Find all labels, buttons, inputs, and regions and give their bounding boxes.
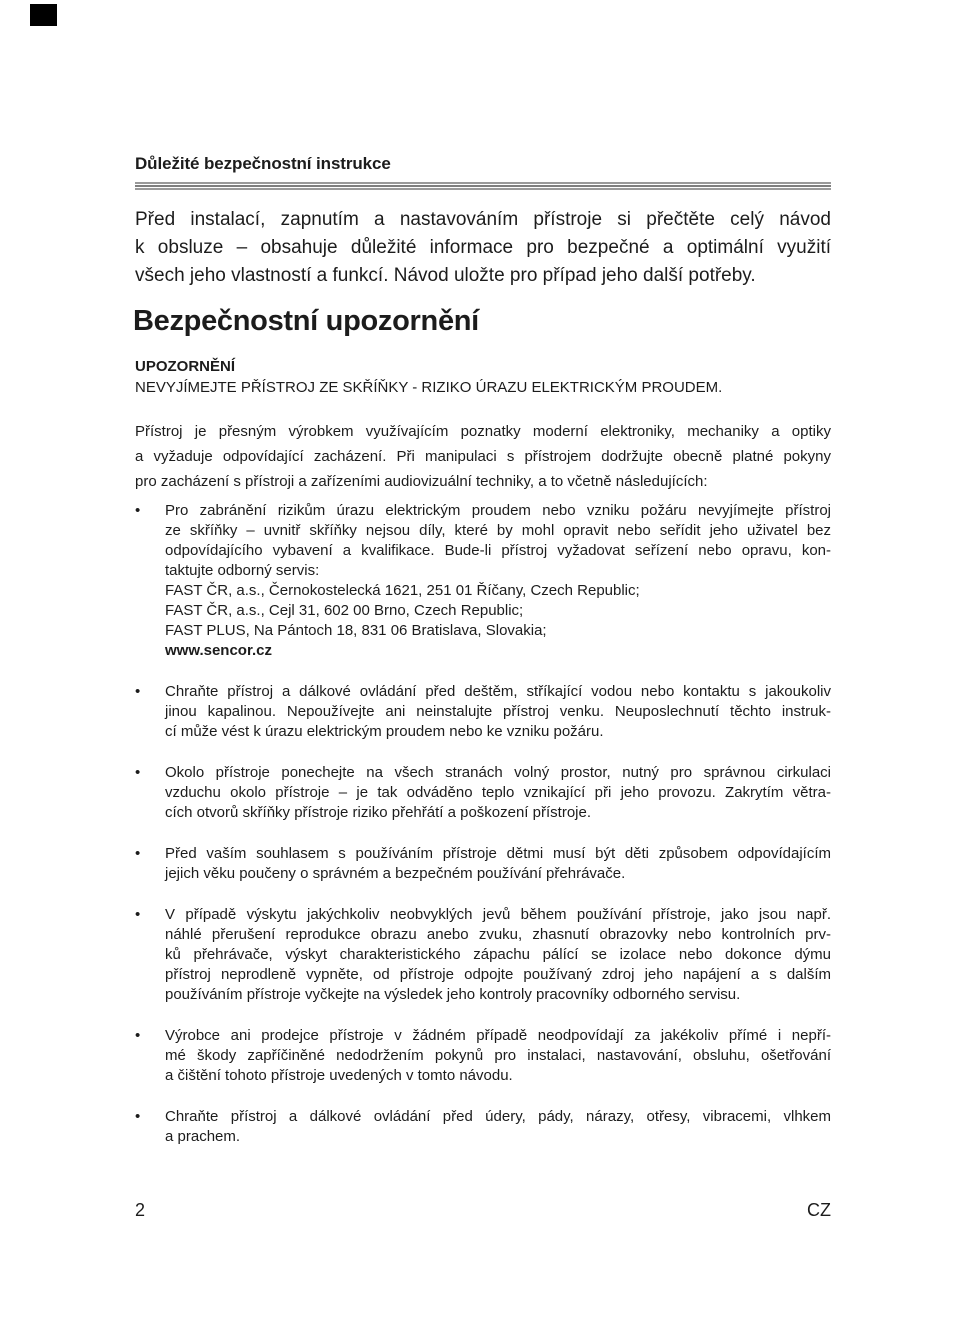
text-line: cích otvorů skříňky přístroje riziko přehřátí a poškození přístroje. — [165, 804, 591, 821]
text-line: Chraňte přístroj a dálkové ovládání před údery, pády, nárazy, otřesy, vibracemi, vlhkem — [165, 1108, 831, 1125]
section-title: Bezpečnostní upozornění — [133, 305, 479, 337]
bullet-marker: • — [135, 845, 141, 862]
text-line: taktujte odborný servis: — [165, 562, 320, 579]
text-line: Přístroj je přesným výrobkem využívajícím poznatky moderní elektroniky, mechaniky a optiky — [135, 423, 831, 440]
warning-text: NEVYJÍMEJTE PŘÍSTROJ ZE SKŘÍŇKY - RIZIKO ÚRAZU ELEKTRICKÝM PROUDEM. — [135, 379, 723, 396]
bullet-marker: • — [135, 906, 141, 923]
text-line: cí může vést k úrazu elektrickým proudem nebo ke vzniku požáru. — [165, 723, 604, 740]
text-line: Chraňte přístroj a dálkové ovládání před deštěm, stříkající vodou nebo kontaktu s jakoukoliv — [165, 683, 831, 700]
text-line: k obsluze – obsahuje důležité informace pro bezpečné a optimální využití — [135, 237, 831, 258]
service-address-list — [165, 581, 831, 641]
text-line: FAST ČR, a.s., Cejl 31, 602 00 Brno, Czech Republic; — [165, 602, 524, 619]
safety-bullet-list — [135, 501, 831, 1168]
bullet-text — [165, 763, 831, 823]
bullet-item — [135, 501, 831, 661]
text-line: Pro zabránění rizikům úrazu elektrickým proudem nebo vzniku požáru nevyjímejte přístroj — [165, 502, 831, 519]
text-line: a čištění tohoto přístroje uvedených v tomto návodu. — [165, 1067, 513, 1084]
text-line: V případě výskytu jakýchkoliv neobvyklých jevů během používání přístroje, jako jsou např. — [165, 906, 831, 923]
bullet-text — [165, 1026, 831, 1086]
handling-paragraph — [135, 419, 831, 494]
text-line: FAST PLUS, Na Pántoch 18, 831 06 Bratislava, Slovakia; — [165, 622, 547, 639]
text-line: pro zacházení s přístroji a zařízeními audiovizuální techniky, a to včetně následujících: — [135, 473, 708, 490]
text-line: odpovídajícího vybavení a kvalifikace. Bude-li přístroj vyžadovat seřízení nebo opravu, kon- — [165, 542, 831, 559]
text-line: Před vaším souhlasem s používáním přístroje dětmi musí být děti způsobem odpovídajícím — [165, 845, 831, 862]
bullet-text — [165, 1107, 831, 1147]
bullet-body — [165, 501, 831, 661]
bullet-item — [135, 1026, 831, 1086]
print-corner-mark — [30, 4, 57, 26]
bullet-item — [135, 1107, 831, 1147]
text-line: mé škody zapříčiněné nedodržením pokynů pro instalaci, nastavování, obsluhu, ošetřování — [165, 1047, 831, 1064]
bullet-marker: • — [135, 1027, 141, 1044]
warning-heading: UPOZORNĚNÍ — [135, 358, 236, 375]
page-number: 2 — [135, 1200, 146, 1220]
bullet-text — [165, 844, 831, 884]
text-line: Okolo přístroje ponechejte na všech stranách volný prostor, nutný pro správnou cirkulaci — [165, 764, 831, 781]
text-line: přístroj neprodleně vypněte, od přístroje odpojte používaný zdroj jeho napájení a s dalším — [165, 966, 831, 983]
website-url: www.sencor.cz — [165, 642, 272, 659]
bullet-text — [165, 501, 831, 581]
bullet-marker: • — [135, 683, 141, 700]
text-line: a prachem. — [165, 1128, 241, 1145]
text-line: Výrobce ani prodejce přístroje v žádném případě neodpovídají za jakékoliv přímé i nepří- — [165, 1027, 831, 1044]
bullet-item — [135, 844, 831, 884]
bullet-body — [165, 682, 831, 742]
bullet-body — [165, 763, 831, 823]
bullet-marker: • — [135, 1108, 141, 1125]
text-line: ků přehrávače, výskyt charakteristického zápachu pálící se izolace nebo dokonce dýmu — [165, 946, 831, 963]
bullet-body — [165, 1107, 831, 1147]
bullet-item — [135, 763, 831, 823]
bullet-body — [165, 905, 831, 1005]
bullet-body — [165, 1026, 831, 1086]
text-line: náhlé přerušení reprodukce obrazu anebo zvuku, zhasnutí obrazovky nebo kontrolních prv- — [165, 926, 831, 943]
bullet-text — [165, 905, 831, 1005]
text-line: všech jeho vlastností a funkcí. Návod uložte pro případ jeho další potřeby. — [135, 265, 756, 286]
bullet-body — [165, 844, 831, 884]
text-line: FAST ČR, a.s., Černokostelecká 1621, 251 01 Říčany, Czech Republic; — [165, 582, 640, 599]
intro-paragraph — [135, 206, 831, 290]
text-line: a vyžaduje odpovídající zacházení. Při manipulaci s přístrojem dodržujte obecně platné pokyny — [135, 448, 831, 465]
text-line: ze skříňky – uvnitř skříňky nejsou díly, které by mohl opravit nebo seřídit jeho uživatel bez — [165, 522, 831, 539]
text-line: vzduchu okolo přístroje – je tak odváděno teplo vznikající při jeho provozu. Zakrytím větra- — [165, 784, 831, 801]
page-header-title: Důležité bezpečnostní instrukce — [135, 154, 391, 173]
text-line: Před instalací, zapnutím a nastavováním přístroje si přečtěte celý návod — [135, 209, 831, 230]
bullet-item — [135, 905, 831, 1005]
warning-block — [135, 356, 831, 398]
text-line: používáním přístroje vyčkejte na výsledek jeho kontroly pracovníky odborného servisu. — [165, 986, 741, 1003]
header-rule — [135, 182, 831, 190]
language-code: CZ — [807, 1200, 831, 1220]
bullet-marker: • — [135, 502, 141, 519]
bullet-marker: • — [135, 764, 141, 781]
text-line: jinou kapalinou. Nepoužívejte ani neinstalujte přístroj venku. Neuposlechnutí těchto instruk- — [165, 703, 831, 720]
text-line: jejich věku poučeny o správném a bezpečném používání přehrávače. — [165, 865, 626, 882]
bullet-item — [135, 682, 831, 742]
bullet-text — [165, 682, 831, 742]
